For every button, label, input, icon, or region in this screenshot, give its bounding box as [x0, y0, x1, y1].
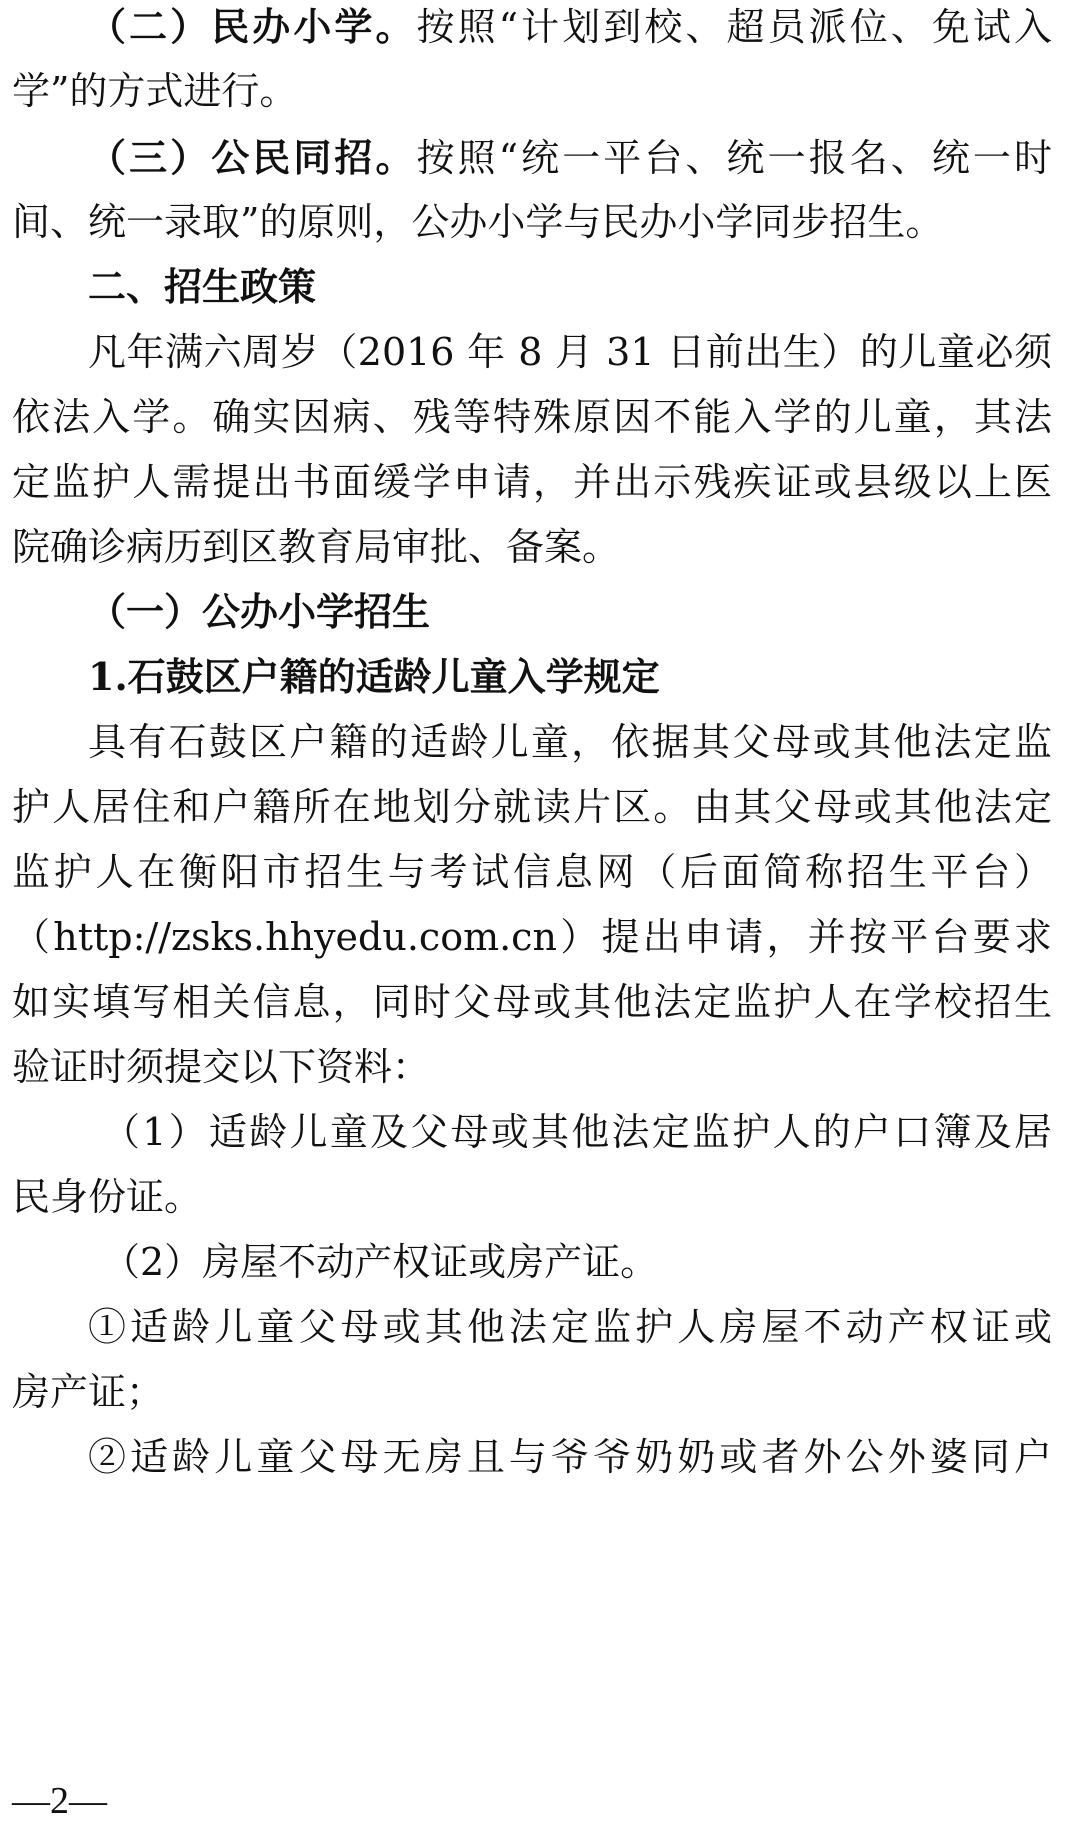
line-text: ②适龄儿童父母无房且与爷爷奶奶或者外公外婆同户: [88, 1435, 1052, 1479]
bold-lead: 二、招生政策: [88, 264, 317, 309]
line-text: 具有石鼓区户籍的适龄儿童，依据其父母或其他法定监: [88, 720, 1052, 764]
paragraph-line: [12, 1302, 1052, 1352]
paragraph-line: [12, 66, 1052, 116]
paragraph-line: [12, 133, 1052, 183]
paragraph-line: [12, 522, 1052, 572]
line-text: 按照“统一平台、统一报名、统一时: [416, 136, 1052, 180]
section-heading: [12, 262, 1052, 312]
paragraph-line: [12, 392, 1052, 442]
line-text: 护人居住和户籍所在地划分就读片区。由其父母或其他法定: [12, 785, 1052, 829]
line-text: 按照“计划到校、超员派位、免试入: [416, 5, 1052, 49]
paragraph-line: [12, 847, 1052, 897]
line-text: 验证时须提交以下资料：: [12, 1045, 431, 1089]
line-text: （2）房屋不动产权证或房产证。: [102, 1240, 659, 1284]
paragraph-line: [12, 977, 1052, 1027]
bold-lead: （三）公民同招。: [88, 135, 417, 180]
paragraph-line: [12, 1042, 1052, 1092]
line-text: （http://zsks.hhyedu.com.cn）提出申请，并按平台要求: [12, 915, 1052, 959]
paragraph-line: [12, 457, 1052, 507]
paragraph-line: [12, 1107, 1052, 1157]
subsection-heading: [12, 587, 1052, 637]
line-text: 房产证；: [12, 1370, 165, 1414]
line-text: 依法入学。确实因病、残等特殊原因不能入学的儿童，其法: [12, 395, 1052, 439]
line-text: 民身份证。: [12, 1175, 203, 1219]
paragraph-line: [12, 1237, 1052, 1287]
line-text: 学”的方式进行。: [12, 69, 298, 113]
paragraph-line: [12, 197, 1052, 247]
line-text: 凡年满六周岁（2016 年 8 月 31 日前出生）的儿童必须: [88, 330, 1052, 374]
paragraph-line: [12, 2, 1052, 52]
bold-lead: （一）公办小学招生: [88, 589, 431, 634]
line-text: 监护人在衡阳市招生与考试信息网（后面简称招生平台）: [12, 850, 1052, 894]
paragraph-line: [12, 782, 1052, 832]
line-text: 院确诊病历到区教育局审批、备案。: [12, 525, 621, 569]
line-text: ①适龄儿童父母或其他法定监护人房屋不动产权证或: [88, 1305, 1052, 1349]
page-number: —2—: [12, 1780, 107, 1822]
bold-lead: 1.石鼓区户籍的适龄儿童入学规定: [88, 654, 660, 699]
paragraph-line: [12, 912, 1052, 962]
subsection-heading: [12, 652, 1052, 702]
paragraph-line: [12, 1432, 1052, 1482]
line-text: 间、统一录取”的原则，公办小学与民办小学同步招生。: [12, 200, 944, 244]
line-text: 定监护人需提出书面缓学申请，并出示残疾证或县级以上医: [12, 460, 1052, 504]
bold-lead: （二）民办小学。: [88, 4, 417, 49]
paragraph-line: [12, 327, 1052, 377]
paragraph-line: [12, 1367, 1052, 1417]
line-text: 如实填写相关信息，同时父母或其他法定监护人在学校招生: [12, 980, 1052, 1024]
paragraph-line: [12, 717, 1052, 767]
paragraph-line: [12, 1172, 1052, 1222]
line-text: （1）适龄儿童及父母或其他法定监护人的户口簿及居: [102, 1110, 1052, 1154]
